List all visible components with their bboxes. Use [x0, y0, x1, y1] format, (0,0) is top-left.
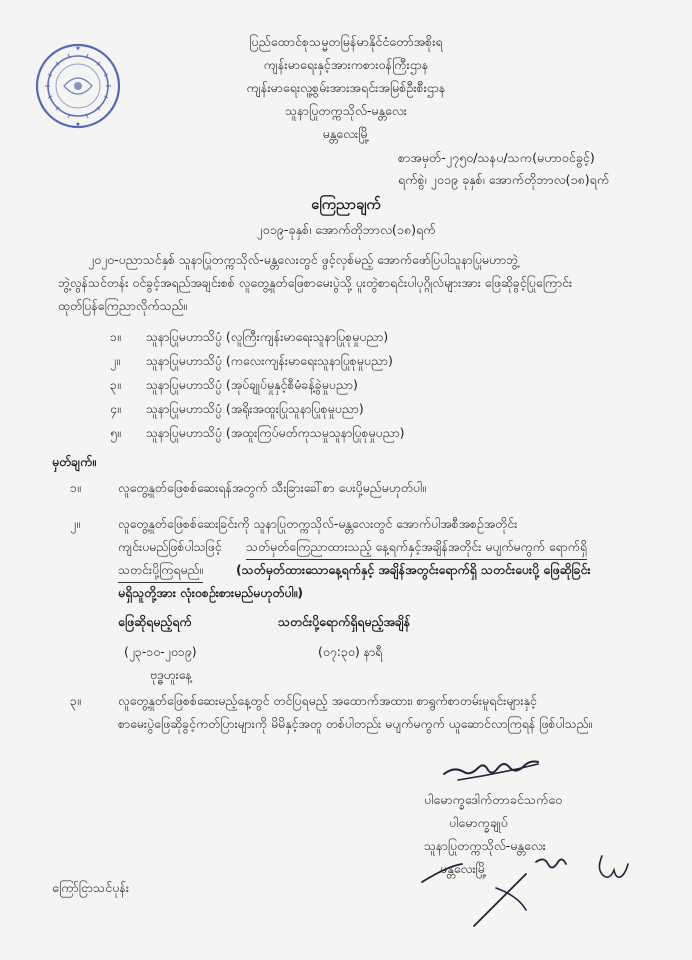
- intro-line-2: ဘွဲ့လွန်သင်တန်း ဝင်ခွင့်အရည်အချင်းစစ် လူတွေ့နှုတ်ဖြေစာမေးပွဲသို့ ပူးတွဲစာရင်းပါပုဂ္ဂိုလ်များအား ဖြေဆိုခွင့်ပြုကြောင်း: [58, 275, 573, 290]
- header-ministry: ကျန်းမာရေးနှင့်အားကစားဝန်ကြီးဌာန: [263, 57, 429, 72]
- program-item: သူနာပြုမဟာသိပ္ပံ (အထူးကြပ်မတ်ကုသမှုသူနာပြုစုမှုပညာ): [146, 425, 405, 440]
- program-item: သူနာပြုမဟာသိပ္ပံ (ကလေးကျန်းမာရေးသူနာပြုစုမှုပညာ): [146, 353, 393, 368]
- header-department: ကျန်းမာရေးလူ့စွမ်းအားအရင်းအမြစ်ဦးစီးဌာန: [246, 80, 446, 95]
- handwritten-initials: [412, 848, 662, 932]
- remark-3-line-2: စာမေးပွဲဖြေဆိုခွင့်ကတ်ပြားများကို မိမိနှင့်အတူ တစ်ပါတည်း မပျက်မကွက် ယူဆောင်လာကြရန် ဖြစ်ပါသည်။: [118, 716, 593, 731]
- schedule-date: (၂၃-၁၀-၂၀၁၉): [124, 644, 197, 659]
- svg-text:★: ★: [75, 121, 81, 128]
- remarks-heading: မှတ်ချက်။: [52, 454, 96, 469]
- remark-2-line-4: မရှိသူတို့အား လုံးဝစဉ်းစားမည်မဟုတ်ပါ။): [118, 585, 304, 600]
- signatory-title: ပါမောက္ခချုပ်: [449, 815, 508, 830]
- signatory-organization: သူနာပြုတက္ကသိုလ်-မန္တလေး: [424, 838, 546, 853]
- schedule-day: ဗုဒ္ဓဟူးနေ့: [150, 667, 192, 682]
- distribution-label: ကြော်ငြာသင်ပုန်း: [52, 880, 130, 895]
- program-number: ၄။: [110, 401, 121, 416]
- remark-2-line-2a: ကျင်းပမည်ဖြစ်ပါသဖြင့်: [118, 539, 222, 554]
- program-item: သူနာပြုမဟာသိပ္ပံ (အုပ်ချုပ်မှုနှင့်စီမံခန့်ခွဲမှုပညာ): [146, 377, 358, 392]
- program-item: သူနာပြုမဟာသိပ္ပံ (လူကြီးကျန်းမာရေးသူနာပြုစုမှုပညာ): [146, 329, 389, 344]
- schedule-header-time: သတင်းပို့ရောက်ရှိရမည့်အချိန်: [278, 614, 411, 629]
- letter-date: ရက်စွဲ၊ ၂၀၁၉ ခုနှစ်၊ အောက်တိုဘာလ(၁၈)ရက်: [398, 172, 610, 187]
- remark-2-line-3b: (သတ်မှတ်ထားသောနေ့ရက်နှင့် အချိန်အတွင်းရောက်ရှိ သတင်းပေးပို့ ဖြေဆိုခြင်း: [236, 562, 591, 577]
- program-number: ၂။: [110, 353, 120, 368]
- intro-line-3: ထုတ်ပြန်ကြေညာလိုက်သည်။: [58, 298, 188, 313]
- reference-number: စာအမှတ်-၂၇၅၀/သနပ/သက(မဟာဝင်ခွင့်): [398, 150, 595, 165]
- header-city: မန္တလေးမြို့: [322, 126, 370, 141]
- notice-date: ၂၀၁၉-ခုနှစ်၊ အောက်တိုဘာလ(၁၈)ရက်: [256, 222, 436, 237]
- program-item: သူနာပြုမဟာသိပ္ပံ (အရိုးအထူးပြုသူနာပြုစုမှုပညာ): [146, 401, 364, 416]
- intro-line-1: ၂၀၂၀-ပညာသင်နှစ် သူနာပြုတက္ကသိုလ်-မန္တလေးတွင် ဖွင့်လှစ်မည့် အောက်ဖော်ပြပါသူနာပြုမဟာဘွဲ့: [88, 252, 519, 267]
- remark-2-line-1: လူတွေ့နှုတ်ဖြေစစ်ဆေးခြင်းကို သူနာပြုတက္ကသိုလ်-မန္တလေးတွင် အောက်ပါအစီအစဉ်အတိုင်း: [118, 516, 518, 531]
- signatory-city: မန္တလေးမြို့: [440, 861, 487, 876]
- schedule-time: (၀၇:၃၀) နာရီ: [318, 644, 383, 659]
- remark-3-number: ၃။: [70, 693, 81, 708]
- program-number: ၅။: [110, 425, 121, 440]
- handwritten-signature: [440, 752, 560, 788]
- remark-1-number: ၁။: [70, 480, 81, 495]
- header-university: သူနာပြုတက္ကသိုလ်-မန္တလေး: [285, 103, 407, 118]
- signatory-name: ပါမောက္ခဒေါက်တာခင်သက်ဝေ: [424, 792, 563, 807]
- program-number: ၁။: [110, 329, 121, 344]
- remark-2-number: ၂။: [70, 516, 80, 531]
- remark-3-line-1: လူတွေ့နှုတ်ဖြေစစ်ဆေးမည့်နေ့တွင် တင်ပြရမည့် အထောက်အထား၊ စာရွက်စာတမ်းမူရင်းများနှင့်: [118, 693, 537, 708]
- remark-2-line-2b-underlined: သတ်မှတ်ကြေညာထားသည့် နေ့ရက်နှင့်အချိန်အတိုင်း မပျက်မကွက် ရောက်ရှိ: [246, 539, 587, 560]
- program-number: ၃။: [110, 377, 121, 392]
- svg-text:★: ★: [75, 45, 81, 52]
- schedule-header-date: ဖြေဆိုရမည့်ရက်: [118, 614, 192, 629]
- notice-title: ကြေညာချက်: [311, 197, 381, 213]
- remark-2-line-3a-underlined: သတင်းပို့ကြရမည်။: [118, 562, 203, 583]
- header-government: ပြည်ထောင်စုသမ္မတမြန်မာနိုင်ငံတော်အစိုးရ: [249, 34, 443, 49]
- remark-1-text: လူတွေ့နှုတ်ဖြေစစ်ဆေးရန်အတွက် သီးခြားခေါ်စာ ပေးပို့မည်မဟုတ်ပါ။: [118, 480, 426, 495]
